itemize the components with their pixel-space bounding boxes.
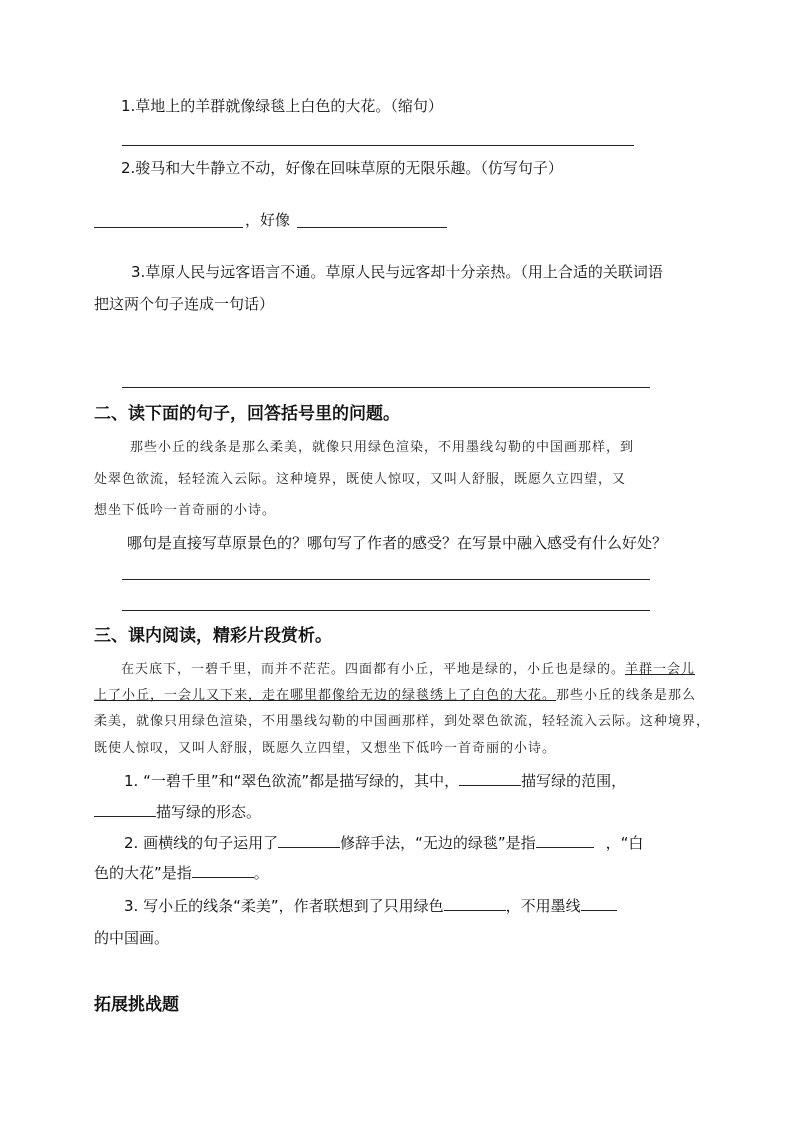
- section-3-q3-cont: 的中国画。: [94, 929, 170, 947]
- q2-text-e: 。: [253, 864, 269, 882]
- q1-text-b: 描写绿的范围，: [521, 772, 627, 790]
- section-2-heading: 二、读下面的句子，回答括号里的问题。: [94, 404, 400, 424]
- q2-text-c: ，“白: [605, 834, 644, 852]
- question-3-line2: 把这两个句子连成一句话）: [94, 295, 275, 313]
- answer-line-2b[interactable]: [297, 227, 447, 228]
- passage-3-line4: 既使人惊叹，又叫人舒服，既愿久立四望，又想坐下低吟一首奇丽的小诗。: [94, 741, 557, 756]
- section-3-heading: 三、课内阅读，精彩片段赏析。: [94, 626, 332, 646]
- passage-3-line2: [94, 686, 696, 706]
- underlined-sentence-part2: 上了小丘，一会儿又下来，走在哪里都像给无边的绿毯绣上了白色的大花。: [94, 688, 557, 703]
- blank-q2-flower[interactable]: [192, 863, 254, 878]
- passage-2-line1: 那些小丘的线条是那么柔美，就像只用绿色渲染，不用墨线勾勒的中国画那样，到: [130, 440, 635, 455]
- answer-line-1[interactable]: [122, 145, 634, 146]
- section-3-q1: [124, 771, 626, 791]
- passage-2-line3: 想坐下低吟一首奇丽的小诗。: [94, 503, 277, 518]
- section-3-q3: [124, 896, 617, 916]
- q1-text-a: 1. “一碧千里”和“翠色欲流”都是描写绿的，其中，: [124, 772, 460, 790]
- blank-q3-ink[interactable]: [581, 896, 617, 911]
- answer-line-s2-b[interactable]: [122, 610, 650, 611]
- section-3-q2-cont: [94, 863, 269, 883]
- section-3-q2: [124, 833, 643, 853]
- underlined-sentence-part1: 羊群一会儿: [625, 662, 696, 677]
- blank-q2-carpet[interactable]: [536, 833, 594, 848]
- question-3-line1: 3.草原人民与远客语言不通。草原人民与远客却十分亲热。（用上合适的关联词语: [131, 263, 663, 281]
- q2-text-d: 色的大花”是指: [94, 864, 192, 882]
- passage-3-line1-text: 在天底下，一碧千里，而并不茫茫。四面都有小丘，平地是绿的，小丘也是绿的。: [121, 662, 626, 677]
- section-3-q1-cont: [94, 802, 261, 822]
- q2-text-a: 2. 画横线的句子运用了: [124, 834, 279, 852]
- question-2-connector: ，好像: [245, 211, 291, 229]
- blank-q3-green[interactable]: [444, 896, 506, 911]
- passage-2-line2: 处翠色欲流，轻轻流入云际。这种境界，既使人惊叹，又叫人舒服，既愿久立四望，又: [94, 472, 627, 487]
- blank-q1-shape[interactable]: [94, 802, 156, 817]
- answer-line-2a[interactable]: [94, 227, 243, 228]
- blank-q1-range[interactable]: [459, 771, 521, 786]
- passage-3-line2-text: 那些小丘的线条是那么: [556, 688, 697, 703]
- section-2-question: 哪句是直接写草原景色的？哪句写了作者的感受？在写景中融入感受有什么好处？: [127, 534, 668, 552]
- q3-text-b: ，不用墨线: [505, 897, 581, 915]
- section-4-heading: 拓展挑战题: [94, 995, 179, 1015]
- q2-text-b: 修辞手法，“无边的绿毯”是指: [340, 834, 536, 852]
- answer-line-3[interactable]: [122, 387, 650, 388]
- blank-q2-rhetoric[interactable]: [278, 833, 340, 848]
- question-1-shorten: 1.草地上的羊群就像绿毯上白色的大花。（缩句）: [121, 97, 443, 115]
- passage-3-line3: 柔美，就像只用绿色渲染，不用墨线勾勒的中国画那样，到处翠色欲流，轻轻流入云际。这种境界，: [94, 714, 711, 729]
- q3-text-a: 3. 写小丘的线条“柔美”，作者联想到了只用绿色: [124, 897, 444, 915]
- q1-text-c: 描写绿的形态。: [156, 803, 262, 821]
- answer-line-s2-a[interactable]: [122, 579, 650, 580]
- passage-3-line1: [121, 660, 695, 680]
- question-2-imitate: 2.骏马和大牛静立不动，好像在回味草原的无限乐趣。（仿写句子）: [121, 159, 563, 177]
